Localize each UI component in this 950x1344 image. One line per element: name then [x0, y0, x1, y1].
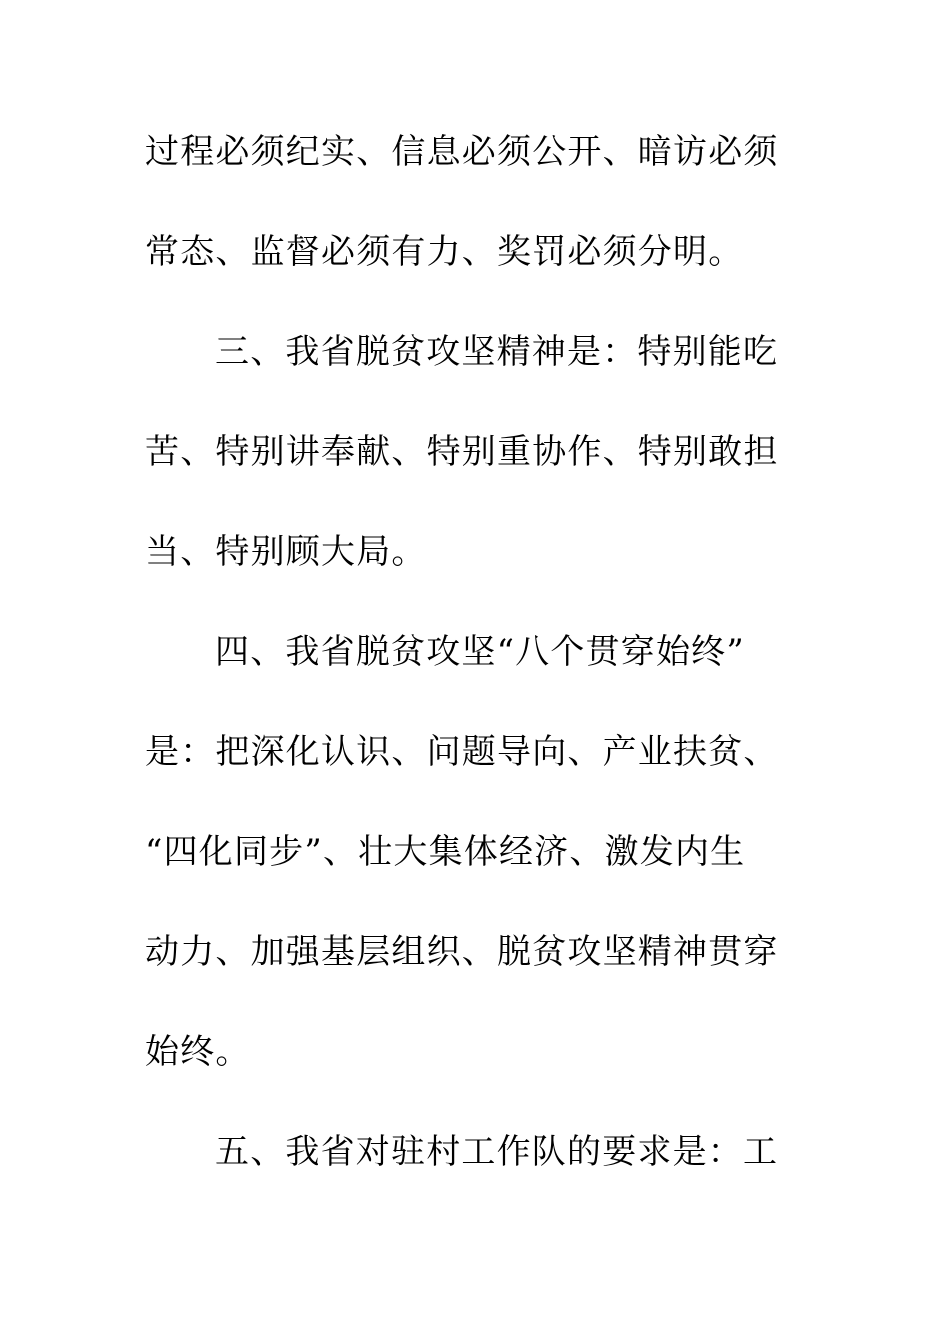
text-line-8: “四化同步”、壮大集体经济、激发内生 — [145, 832, 746, 872]
paragraph-5-first-line: 五、我省对驻村工作队的要求是：工 — [215, 1132, 779, 1172]
text-line-10: 始终。 — [145, 1032, 251, 1072]
text-line-1: 过程必须纪实、信息必须公开、暗访必须 — [145, 132, 779, 172]
paragraph-3-first-line: 三、我省脱贫攻坚精神是：特别能吃 — [215, 332, 779, 372]
text-line-9: 动力、加强基层组织、脱贫攻坚精神贯穿 — [145, 932, 779, 972]
text-line-5: 当、特别顾大局。 — [145, 532, 427, 572]
text-line-4: 苦、特别讲奉献、特别重协作、特别敢担 — [145, 432, 779, 472]
text-line-7: 是：把深化认识、问题导向、产业扶贫、 — [145, 732, 779, 772]
text-line-2: 常态、监督必须有力、奖罚必须分明。 — [145, 232, 744, 272]
paragraph-4-first-line: 四、我省脱贫攻坚“八个贯穿始终” — [215, 632, 745, 672]
